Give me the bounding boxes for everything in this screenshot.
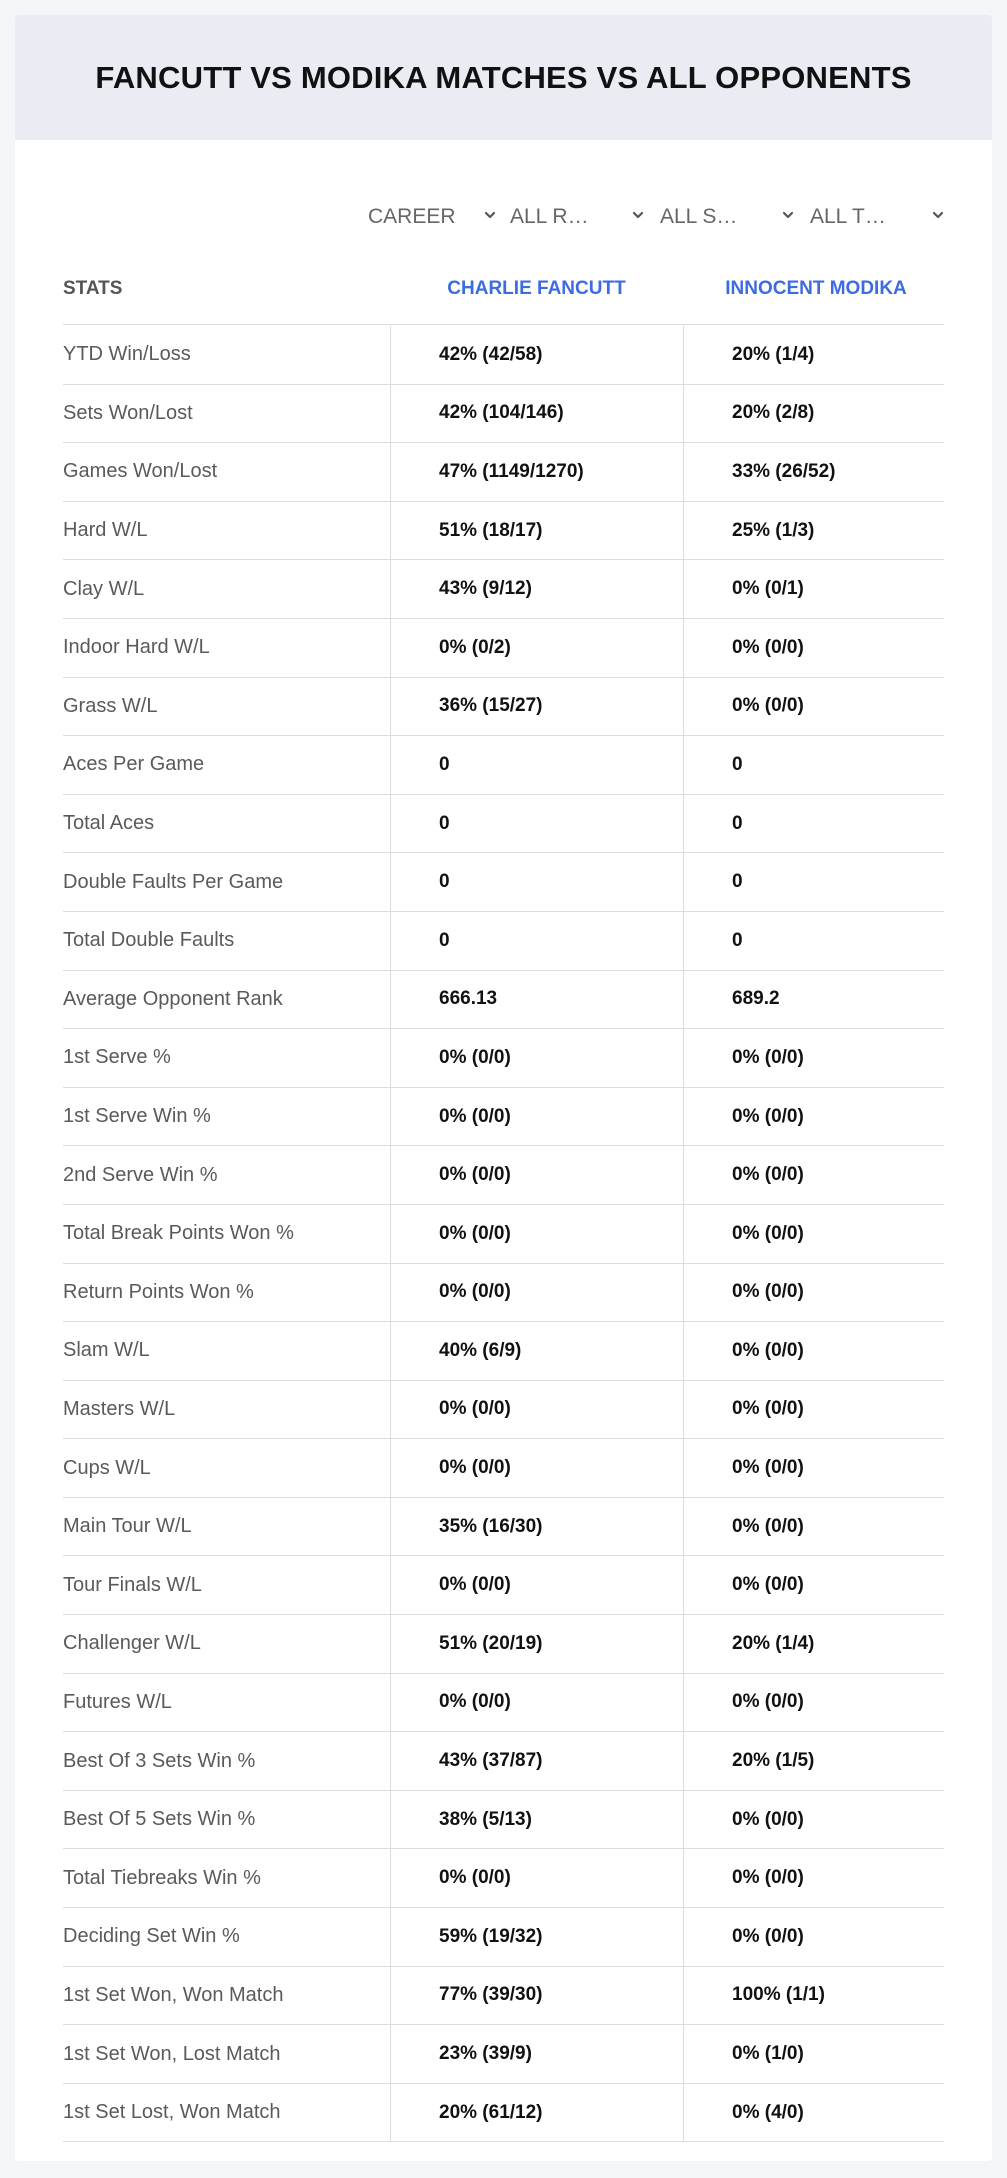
- stat-label: Games Won/Lost: [63, 460, 218, 483]
- table-row: [63, 795, 944, 854]
- stat-label: Total Double Faults: [63, 929, 235, 952]
- table-row: [63, 1674, 944, 1733]
- player2-value: 0% (0/0): [683, 1439, 949, 1497]
- table-row: [63, 853, 944, 912]
- player2-value: 0: [683, 912, 949, 970]
- filter-label: ALL R…: [510, 205, 589, 228]
- filter-label: ALL S…: [660, 205, 738, 228]
- table-row: [63, 736, 944, 795]
- player1-value: 0% (0/0): [390, 1088, 683, 1146]
- chevron-down-icon: [484, 209, 496, 221]
- stat-label: Aces Per Game: [63, 753, 205, 776]
- filter-label: ALL T…: [810, 205, 886, 228]
- player1-value: 36% (15/27): [390, 678, 683, 736]
- player2-value: 33% (26/52): [683, 443, 949, 501]
- player2-value: 689.2: [683, 971, 949, 1029]
- player1-value: 666.13: [390, 971, 683, 1029]
- stats-card: [15, 15, 992, 2161]
- stat-label: Deciding Set Win %: [63, 1925, 240, 1948]
- player2-value: 0% (0/0): [683, 1674, 949, 1732]
- player2-value: 100% (1/1): [683, 1967, 949, 2025]
- table-row: [63, 443, 944, 502]
- player1-value: 51% (18/17): [390, 502, 683, 560]
- column-header-stats: STATS: [63, 278, 123, 299]
- chevron-down-icon: [782, 209, 794, 221]
- player2-value: 0% (0/1): [683, 560, 949, 618]
- player1-value: 0% (0/0): [390, 1849, 683, 1907]
- player1-value: 51% (20/19): [390, 1615, 683, 1673]
- table-row: [63, 502, 944, 561]
- stat-label: 1st Serve Win %: [63, 1105, 211, 1128]
- player1-value: 0% (0/0): [390, 1264, 683, 1322]
- stat-label: YTD Win/Loss: [63, 343, 191, 366]
- stat-label: Tour Finals W/L: [63, 1573, 202, 1596]
- stat-label: Masters W/L: [63, 1397, 176, 1420]
- filter-bar: [15, 187, 992, 247]
- table-row: [63, 385, 944, 444]
- filter-rounds-select[interactable]: [510, 187, 644, 247]
- player1-value: 0% (0/0): [390, 1029, 683, 1087]
- player1-value: 0% (0/0): [390, 1146, 683, 1204]
- table-row: [63, 2025, 944, 2084]
- stat-label: Return Points Won %: [63, 1280, 254, 1303]
- player2-value: 0% (0/0): [683, 619, 949, 677]
- stat-label: Total Aces: [63, 812, 155, 835]
- player1-value: 0% (0/2): [390, 619, 683, 677]
- filter-label: CAREER: [368, 205, 456, 228]
- table-row: [63, 1967, 944, 2026]
- player1-value: 0: [390, 912, 683, 970]
- player1-value: 47% (1149/1270): [390, 443, 683, 501]
- player1-value: 40% (6/9): [390, 1322, 683, 1380]
- player2-value: 0% (0/0): [683, 1498, 949, 1556]
- table-row: [63, 1615, 944, 1674]
- player2-value: 0% (0/0): [683, 1029, 949, 1087]
- stat-label: Cups W/L: [63, 1456, 151, 1479]
- player1-value: 0: [390, 736, 683, 794]
- player2-value: 0: [683, 853, 949, 911]
- player1-value: 0% (0/0): [390, 1205, 683, 1263]
- column-header-player2[interactable]: INNOCENT MODIKA: [725, 278, 907, 299]
- stat-label: 1st Set Won, Lost Match: [63, 2042, 281, 2065]
- table-row: [63, 971, 944, 1030]
- stat-label: Main Tour W/L: [63, 1515, 192, 1538]
- player1-value: 23% (39/9): [390, 2025, 683, 2083]
- table-row: [63, 1381, 944, 1440]
- stat-label: Average Opponent Rank: [63, 987, 283, 1010]
- player2-value: 0% (0/0): [683, 1205, 949, 1263]
- stat-label: Total Break Points Won %: [63, 1222, 294, 1245]
- player1-value: 0: [390, 853, 683, 911]
- player1-value: 42% (104/146): [390, 385, 683, 443]
- table-row: [63, 619, 944, 678]
- column-header-player1[interactable]: CHARLIE FANCUTT: [447, 278, 626, 299]
- player2-value: 0% (4/0): [683, 2084, 949, 2142]
- player2-value: 25% (1/3): [683, 502, 949, 560]
- player2-value: 0% (1/0): [683, 2025, 949, 2083]
- stat-label: Best Of 5 Sets Win %: [63, 1808, 256, 1831]
- player1-value: 77% (39/30): [390, 1967, 683, 2025]
- table-row: [63, 1205, 944, 1264]
- player1-value: 35% (16/30): [390, 1498, 683, 1556]
- stat-label: Indoor Hard W/L: [63, 636, 210, 659]
- card-header: [15, 15, 992, 140]
- table-row: [63, 2084, 944, 2143]
- player2-value: 0% (0/0): [683, 1146, 949, 1204]
- filter-tournaments-select[interactable]: [810, 187, 944, 247]
- stat-label: Challenger W/L: [63, 1632, 201, 1655]
- player2-value: 0% (0/0): [683, 1381, 949, 1439]
- player2-value: 20% (1/4): [683, 1615, 949, 1673]
- player2-value: 20% (1/5): [683, 1732, 949, 1790]
- stat-label: Futures W/L: [63, 1690, 172, 1713]
- table-header: [63, 253, 944, 325]
- stat-label: Best Of 3 Sets Win %: [63, 1749, 256, 1772]
- table-row: [63, 1322, 944, 1381]
- table-row: [63, 1439, 944, 1498]
- player2-value: 0: [683, 795, 949, 853]
- filter-career-select[interactable]: [368, 187, 496, 247]
- table-row: [63, 1849, 944, 1908]
- table-row: [63, 1791, 944, 1850]
- player1-value: 43% (37/87): [390, 1732, 683, 1790]
- player2-value: 0% (0/0): [683, 1088, 949, 1146]
- player1-value: 59% (19/32): [390, 1908, 683, 1966]
- page-title: FANCUTT VS MODIKA MATCHES VS ALL OPPONENTS: [95, 59, 912, 95]
- player2-value: 20% (2/8): [683, 385, 949, 443]
- player1-value: 0: [390, 795, 683, 853]
- table-row: [63, 1556, 944, 1615]
- stat-label: 1st Set Won, Won Match: [63, 1983, 284, 2006]
- stat-label: Sets Won/Lost: [63, 401, 193, 424]
- stat-label: Hard W/L: [63, 519, 148, 542]
- player1-value: 43% (9/12): [390, 560, 683, 618]
- player2-value: 0% (0/0): [683, 678, 949, 736]
- stat-label: 2nd Serve Win %: [63, 1163, 218, 1186]
- player2-value: 20% (1/4): [683, 326, 949, 384]
- table-row: [63, 1029, 944, 1088]
- table-row: [63, 1146, 944, 1205]
- player2-value: 0% (0/0): [683, 1322, 949, 1380]
- table-row: [63, 1732, 944, 1791]
- stat-label: Total Tiebreaks Win %: [63, 1866, 261, 1889]
- stat-label: 1st Serve %: [63, 1046, 171, 1069]
- table-row: [63, 1908, 944, 1967]
- chevron-down-icon: [932, 209, 944, 221]
- stat-label: Double Faults Per Game: [63, 870, 284, 893]
- stat-label: Clay W/L: [63, 577, 145, 600]
- stat-label: Grass W/L: [63, 694, 158, 717]
- player1-value: 20% (61/12): [390, 2084, 683, 2142]
- table-row: [63, 912, 944, 971]
- player2-value: 0: [683, 736, 949, 794]
- table-row: [63, 1264, 944, 1323]
- chevron-down-icon: [632, 209, 644, 221]
- player2-value: 0% (0/0): [683, 1849, 949, 1907]
- stats-table-body: [63, 326, 944, 2142]
- stat-label: 1st Set Lost, Won Match: [63, 2101, 281, 2124]
- stat-label: Slam W/L: [63, 1339, 150, 1362]
- player1-value: 38% (5/13): [390, 1791, 683, 1849]
- player1-value: 0% (0/0): [390, 1674, 683, 1732]
- player2-value: 0% (0/0): [683, 1556, 949, 1614]
- player1-value: 0% (0/0): [390, 1439, 683, 1497]
- table-row: [63, 560, 944, 619]
- table-row: [63, 326, 944, 385]
- player2-value: 0% (0/0): [683, 1908, 949, 1966]
- table-row: [63, 1498, 944, 1557]
- player1-value: 42% (42/58): [390, 326, 683, 384]
- player1-value: 0% (0/0): [390, 1556, 683, 1614]
- player2-value: 0% (0/0): [683, 1264, 949, 1322]
- player2-value: 0% (0/0): [683, 1791, 949, 1849]
- player1-value: 0% (0/0): [390, 1381, 683, 1439]
- filter-surfaces-select[interactable]: [660, 187, 794, 247]
- table-row: [63, 1088, 944, 1147]
- table-row: [63, 678, 944, 737]
